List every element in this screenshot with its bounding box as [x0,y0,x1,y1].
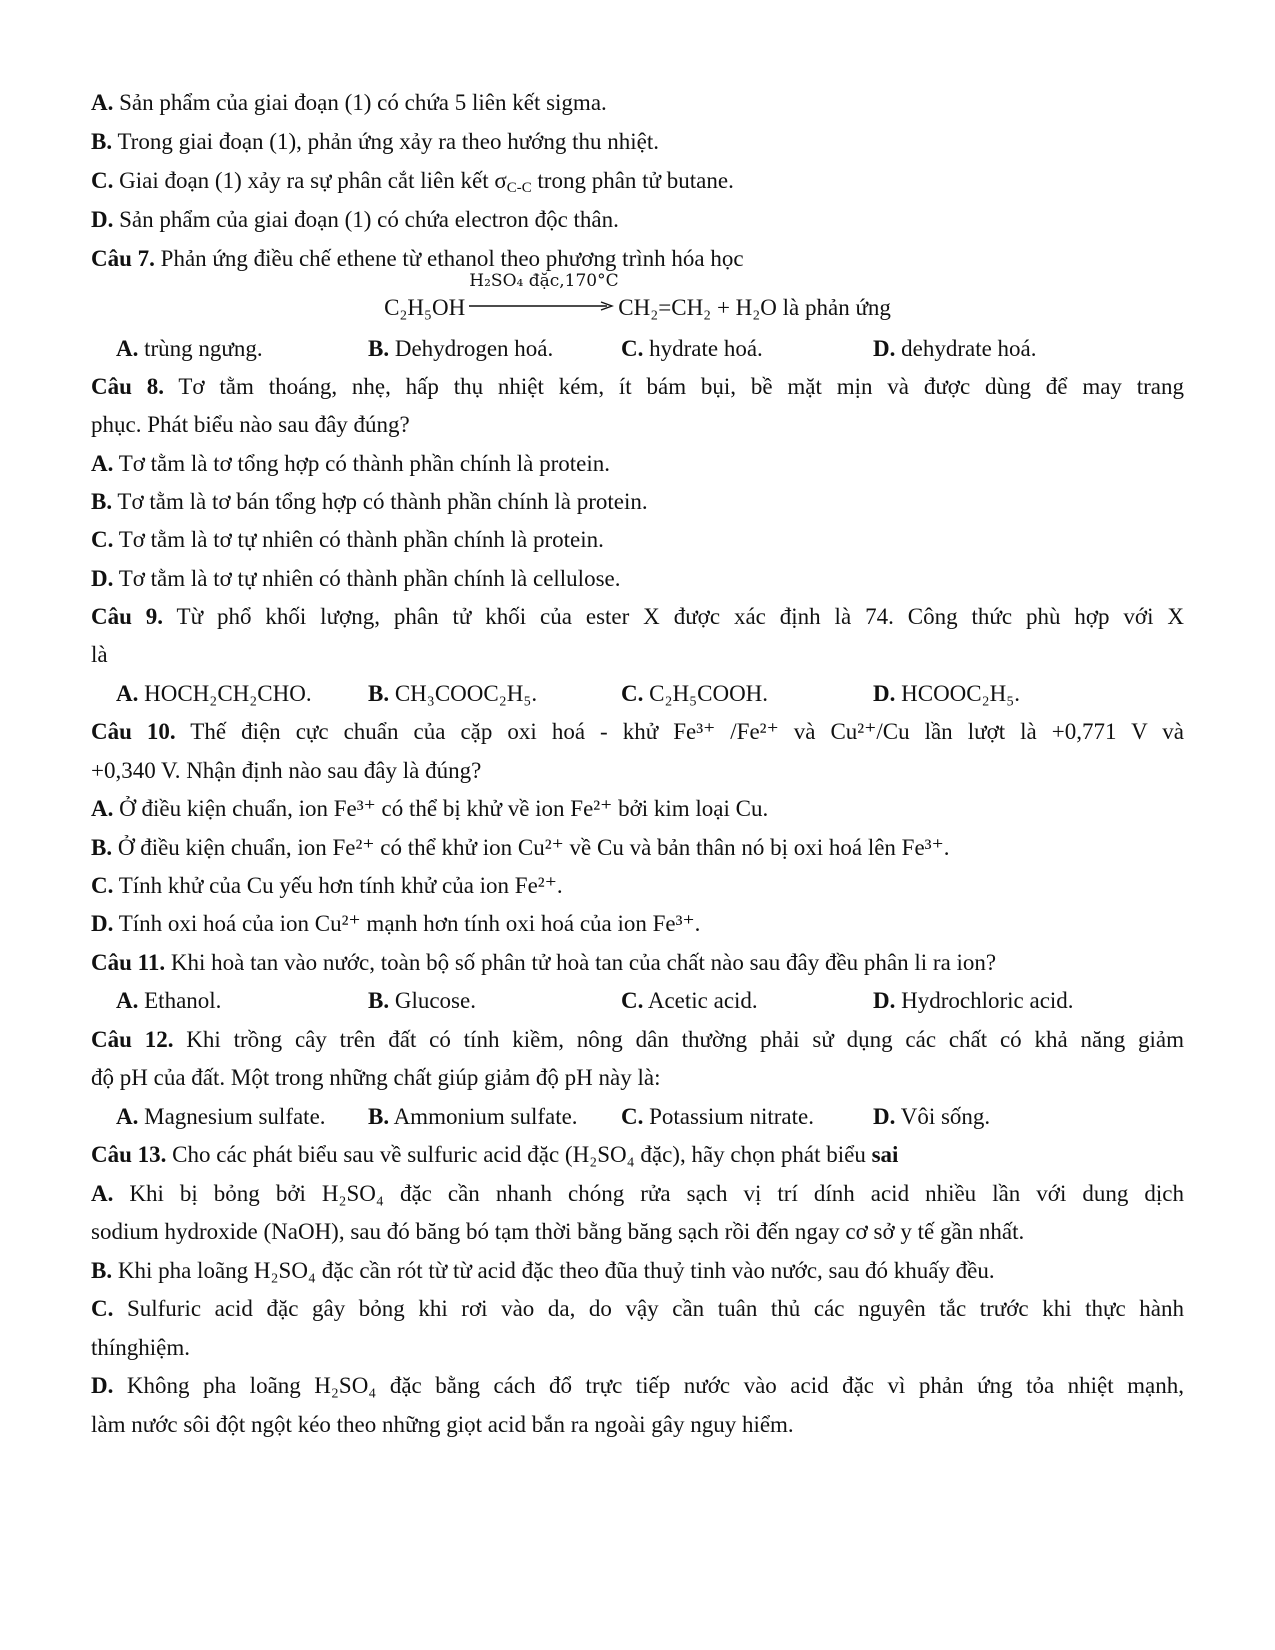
option-text: Tính khử của Cu yếu hơn tính khử của ion Fe²⁺. [113,873,563,898]
question-text: Từ phổ khối lượng, phân tử khối của ester X được xác định là 74. Công thức phù hợp với X [163,604,1184,629]
option-text: Ở điều kiện chuẩn, ion Fe³⁺ có thể bị khử về ion Fe²⁺ bởi kim loại Cu. [113,796,769,821]
option-text: Trong giai đoạn (1), phản ứng xảy ra theo hướng thu nhiệt. [117,129,659,154]
option-key: C. [621,1104,644,1129]
q10-option-d [91,910,1184,938]
option-key: C. [91,873,114,898]
option-text: Tơ tằm là tơ bán tổng hợp có thành phần chính là protein. [112,489,648,514]
q12-option-d [873,1103,990,1131]
q13-option-a-line1 [91,1180,1184,1208]
option-key: D. [91,207,114,232]
option-key: A. [116,681,139,706]
option-key: D. [91,911,114,936]
reactant: C₂H₅OH [384,295,466,320]
option-key: D. [873,1104,896,1129]
option-text: Dehydrogen hoá. [389,336,554,361]
q11-option-a [116,987,221,1015]
option-text: dehydrate hoá. [895,336,1037,361]
option-key: D. [873,988,896,1013]
q11-option-c [621,987,758,1015]
q7-stem [91,245,1184,273]
option-key: D. [873,336,896,361]
q13-option-b [91,1257,1184,1285]
q11-option-b [368,987,476,1015]
option-text: Ethanol. [138,988,222,1013]
question-text: Cho các phát biểu sau về sulfuric acid đặc (H₂SO₄ đặc), hãy chọn phát biểu [166,1142,872,1167]
question-text: Khi hoà tan vào nước, toàn bộ số phân tử hoà tan của chất nào sau đây đều phân li ra ion? [165,950,997,975]
option-text: Potassium nitrate. [643,1104,814,1129]
option-text: Tính oxi hoá của ion Cu²⁺ mạnh hơn tính oxi hoá của ion Fe³⁺. [113,911,701,936]
question-label: Câu 7. [91,246,155,271]
question-label: Câu 10. [91,719,176,744]
q13-option-c-line1 [91,1295,1184,1323]
option-text: Ở điều kiện chuẩn, ion Fe²⁺ có thể khử ion Cu²⁺ về Cu và bản thân nó bị oxi hoá lên Fe³⁺. [112,835,950,860]
q7-option-b [368,335,553,363]
q7-option-a [116,335,263,363]
arrow-icon [469,301,614,311]
q10-option-b [91,834,1184,862]
option-text: HCOOC₂H₅. [895,681,1021,706]
reaction-condition: H₂SO₄ đặc,170°C [469,271,619,291]
option-text: Magnesium sulfate. [138,1104,326,1129]
q9-option-c [621,680,768,708]
option-key: A. [91,90,114,115]
option-key: C. [91,168,114,193]
q9-stem-line2: là [91,642,108,667]
option-key: B. [368,336,390,361]
option-text: hydrate hoá. [643,336,763,361]
option-key: A. [91,1181,114,1206]
option-text: Tơ tằm là tơ tổng hợp có thành phần chính là protein. [113,451,610,476]
option-text: Glucose. [389,988,476,1013]
q6-option-d [91,206,1184,234]
q12-stem-line2: độ pH của đất. Một trong những chất giúp giảm độ pH này là: [91,1065,661,1090]
reaction-arrow [469,271,619,317]
q11-option-d [873,987,1074,1015]
q12-option-b [368,1103,578,1131]
option-key: B. [91,835,113,860]
question-label: Câu 9. [91,604,164,629]
option-key: B. [91,1258,113,1283]
option-key: D. [873,681,896,706]
q8-option-a [91,450,1184,478]
option-text: Sulfuric acid đặc gây bỏng khi rơi vào da, do vậy cần tuân thủ các nguyên tắc trước khi thực hành [113,1296,1184,1321]
q10-option-a [91,795,1184,823]
q6-option-a [91,89,1184,117]
question-text: là phản ứng [776,295,891,320]
option-text: Vôi sống. [895,1104,991,1129]
q9-option-d [873,680,1020,708]
option-key: C. [91,527,114,552]
option-text: Sản phẩm của giai đoạn (1) có chứa 5 liên kết sigma. [119,90,607,115]
option-text: Khi pha loãng H₂SO₄ đặc cần rót từ từ acid đặc theo đũa thuỷ tinh vào nước, sau đó khuấy đều. [112,1258,995,1283]
option-text: Giai đoạn (1) xảy ra sự phân cắt liên kết σ [119,168,507,193]
option-text: trùng ngưng. [138,336,263,361]
question-text: Khi trồng cây trên đất có tính kiềm, nông dân thường phải sử dụng các chất có khả năng giảm [173,1027,1184,1052]
q8-option-c [91,526,1184,554]
q13-option-d-line1 [91,1372,1184,1400]
q6-option-c [91,167,1184,195]
option-text: Tơ tằm là tơ tự nhiên có thành phần chính là cellulose. [113,566,621,591]
q10-option-c [91,872,1184,900]
option-text: HOCH₂CH₂CHO. [138,681,312,706]
option-text: Tơ tằm là tơ tự nhiên có thành phần chính là protein. [113,527,604,552]
option-key: A. [91,451,114,476]
option-text: Ammonium sulfate. [389,1104,578,1129]
q8-stem-line2: phục. Phát biểu nào sau đây đúng? [91,412,410,437]
question-label: Câu 11. [91,950,166,975]
option-text: trong phân tử butane. [531,168,734,193]
q13-option-a-line2: sodium hydroxide (NaOH), sau đó băng bó tạm thời bằng băng sạch rồi đến ngay cơ sở y tế gần nhất. [91,1219,1025,1244]
option-text: Không pha loãng H₂SO₄ đặc bằng cách đổ trực tiếp nước vào acid đặc vì phản ứng tỏa nhiệt mạnh, [113,1373,1184,1398]
option-key: A. [91,796,114,821]
option-key: C. [91,1296,114,1321]
q10-stem-line1 [91,718,1184,746]
option-key: C. [621,336,644,361]
option-key: D. [91,1373,114,1398]
q9-stem-line1 [91,603,1184,631]
q6-option-b [91,128,1184,156]
option-key: B. [368,1104,390,1129]
option-key: C. [621,988,644,1013]
q9-option-b [368,680,537,708]
option-key: C. [621,681,644,706]
q9-option-a [116,680,312,708]
option-key: D. [91,566,114,591]
option-text: CH₃COOC₂H₅. [389,681,538,706]
q7-option-d [873,335,1037,363]
q12-stem-line1 [91,1026,1184,1054]
option-text: C₂H₅COOH. [643,681,769,706]
q8-option-b [91,488,1184,516]
option-key: B. [91,129,113,154]
question-text: Tơ tằm thoáng, nhẹ, hấp thụ nhiệt kém, ít bám bụi, bề mặt mịn và được dùng để may trang [163,374,1185,399]
q11-stem [91,949,1184,977]
option-key: A. [116,1104,139,1129]
bond-subscript: C-C [506,180,532,197]
question-text: Thế điện cực chuẩn của cặp oxi hoá - khử Fe³⁺ /Fe²⁺ và Cu²⁺/Cu lần lượt là +0,771 V và [175,719,1185,744]
option-key: A. [116,336,139,361]
question-label: Câu 12. [91,1027,174,1052]
option-key: A. [116,988,139,1013]
q13-option-c-line2: thínghiệm. [91,1335,191,1360]
option-key: B. [91,489,113,514]
q13-option-d-line2: làm nước sôi đột ngột kéo theo những giọt acid bắn ra ngoài gây nguy hiểm. [91,1412,794,1437]
q12-option-c [621,1103,814,1131]
q12-option-a [116,1103,326,1131]
question-label: Câu 8. [91,374,164,399]
q7-option-c [621,335,763,363]
option-text: Sản phẩm của giai đoạn (1) có chứa electron độc thân. [119,207,619,232]
q8-option-d [91,565,1184,593]
q8-stem-line1 [91,373,1184,401]
question-label: Câu 13. [91,1142,167,1167]
emphasis-word: sai [871,1142,899,1167]
option-key: B. [368,988,390,1013]
q13-stem [91,1141,1184,1169]
option-text: Acetic acid. [643,988,758,1013]
option-key: B. [368,681,390,706]
option-text: Hydrochloric acid. [895,988,1074,1013]
question-text: Phản ứng điều chế ethene từ ethanol theo phương trình hóa học [154,246,744,271]
q7-reaction-equation [0,271,1275,322]
option-text: Khi bị bỏng bởi H₂SO₄ đặc cần nhanh chóng rửa sạch vị trí dính acid nhiều lần với dung dịch [113,1181,1184,1206]
q10-stem-line2: +0,340 V. Nhận định nào sau đây là đúng? [91,758,482,783]
products: CH₂=CH₂ + H₂O [618,295,777,320]
